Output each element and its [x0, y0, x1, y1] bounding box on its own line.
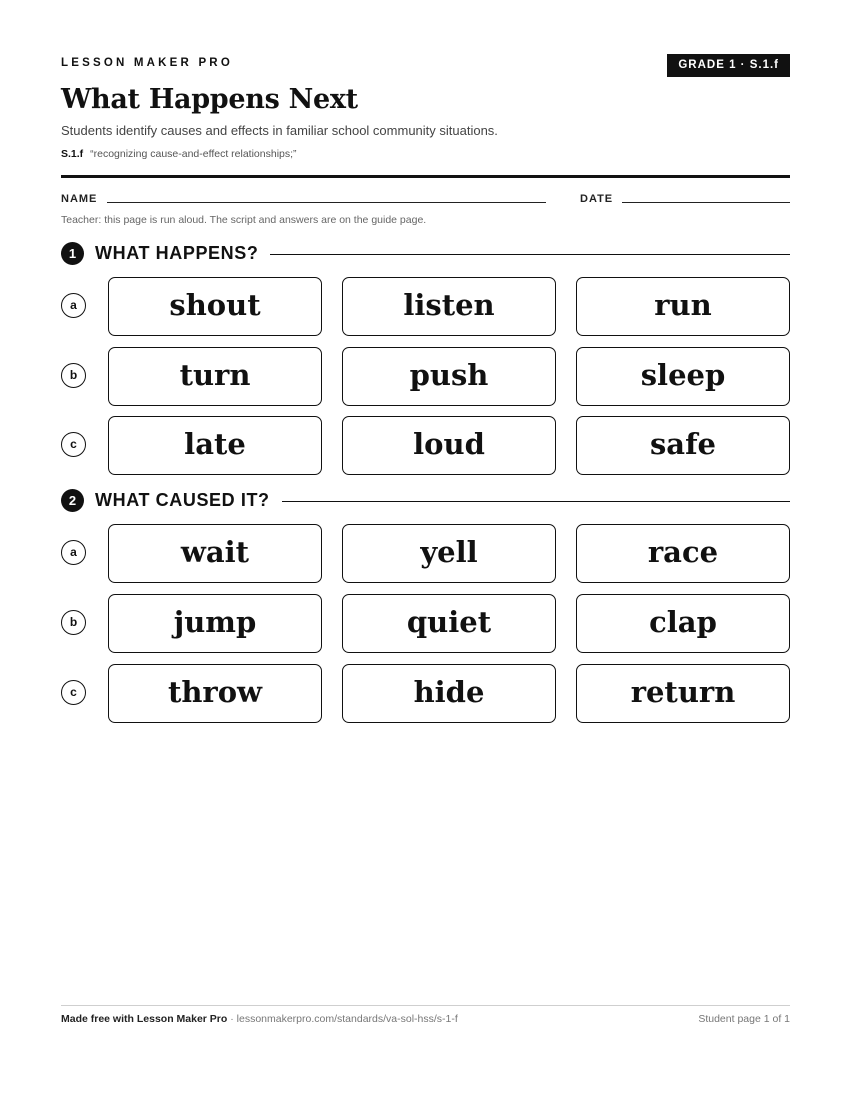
standard-code: S.1.f — [61, 148, 84, 160]
header-divider — [61, 175, 790, 178]
word-card[interactable]: throw — [108, 664, 322, 723]
word-card[interactable]: clap — [576, 594, 790, 653]
word-card[interactable]: loud — [342, 416, 556, 475]
question-row-2a — [61, 524, 790, 583]
footer-credit — [61, 1013, 458, 1025]
word-card[interactable]: wait — [108, 524, 322, 583]
footer-made-with: Made free with Lesson Maker Pro — [61, 1013, 228, 1025]
footer-url[interactable]: · lessonmakerpro.com/standards/va-sol-hss/s-1-f — [227, 1013, 458, 1025]
row-letter: b — [61, 610, 86, 635]
word-card[interactable]: late — [108, 416, 322, 475]
word-card[interactable]: race — [576, 524, 790, 583]
word-card[interactable]: push — [342, 347, 556, 406]
word-card[interactable]: yell — [342, 524, 556, 583]
page-title: What Happens Next — [61, 84, 358, 115]
word-card[interactable]: safe — [576, 416, 790, 475]
section-title: WHAT CAUSED IT? — [95, 490, 282, 511]
word-card[interactable]: listen — [342, 277, 556, 336]
word-card[interactable]: jump — [108, 594, 322, 653]
section-number: 1 — [61, 242, 84, 265]
teacher-note: Teacher: this page is run aloud. The script and answers are on the guide page. — [61, 214, 427, 226]
footer-page-label: Student page 1 of 1 — [698, 1013, 790, 1025]
section-what-caused-it — [61, 489, 790, 513]
footer-divider — [61, 1005, 790, 1006]
date-label: DATE — [580, 193, 614, 205]
worksheet-page — [61, 0, 790, 1100]
standard-reference — [61, 148, 297, 160]
word-card[interactable]: run — [576, 277, 790, 336]
row-letter: b — [61, 363, 86, 388]
question-row-1c — [61, 416, 790, 475]
word-card[interactable]: sleep — [576, 347, 790, 406]
row-letter: c — [61, 432, 86, 457]
question-row-2b — [61, 594, 790, 653]
section-title: WHAT HAPPENS? — [95, 243, 270, 264]
question-row-1a — [61, 277, 790, 336]
row-letter: a — [61, 540, 86, 565]
word-card[interactable]: return — [576, 664, 790, 723]
name-label: NAME — [61, 193, 98, 205]
word-card[interactable]: hide — [342, 664, 556, 723]
word-card[interactable]: quiet — [342, 594, 556, 653]
word-card[interactable]: turn — [108, 347, 322, 406]
standard-text: “recognizing cause-and-effect relationships;” — [90, 148, 297, 160]
grade-badge: GRADE 1 · S.1.f — [667, 54, 790, 77]
date-field[interactable] — [622, 202, 790, 203]
brand-name: LESSON MAKER PRO — [61, 57, 233, 69]
question-row-1b — [61, 347, 790, 406]
word-card[interactable]: shout — [108, 277, 322, 336]
section-number: 2 — [61, 489, 84, 512]
section-what-happens — [61, 242, 790, 266]
name-field[interactable] — [107, 202, 546, 203]
row-letter: a — [61, 293, 86, 318]
question-row-2c — [61, 664, 790, 723]
row-letter: c — [61, 680, 86, 705]
page-subtitle: Students identify causes and effects in familiar school community situations. — [61, 123, 498, 138]
